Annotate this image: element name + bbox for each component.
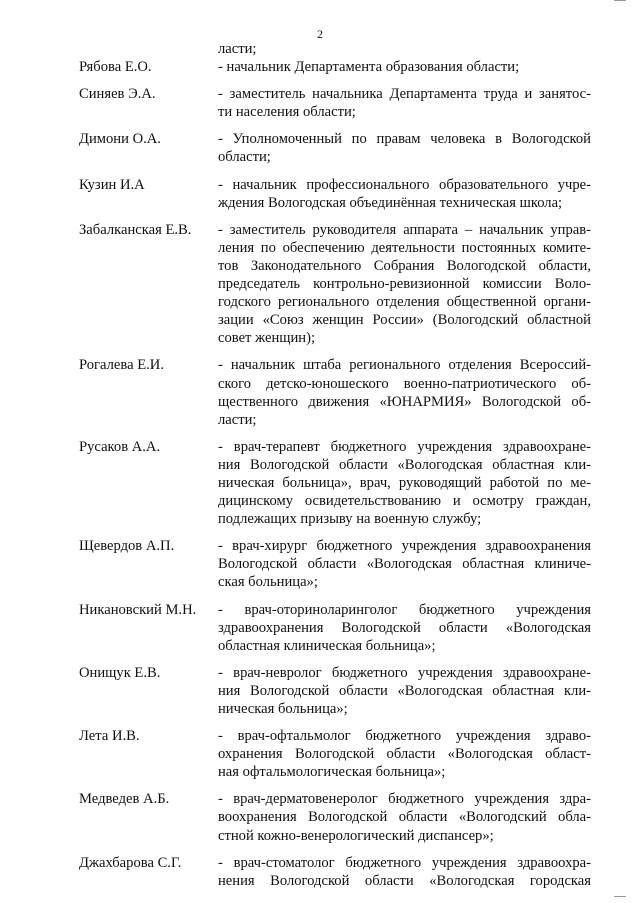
continuation-entry <box>79 40 591 58</box>
member-description <box>218 601 591 655</box>
description-line: охранения Вологодской области «Вологодская област- <box>218 746 591 763</box>
page-number: 2 <box>317 27 323 41</box>
description-line: совет женщин); <box>218 330 316 347</box>
members-container <box>79 58 591 890</box>
member-name: Лета И.В. <box>79 728 140 745</box>
member-name: Медведев А.Б. <box>79 791 170 808</box>
description-line: ская больница»; <box>218 574 318 591</box>
commission-member-list <box>79 40 591 899</box>
member-description <box>218 176 591 212</box>
description-line: дицинскому освидетельствованию и осмотру граждан, <box>218 493 591 510</box>
description-line: председатель контрольно-ревизионной комиссии Воло- <box>218 276 591 293</box>
description-line: здравоохранения Вологодской области «Вологодская <box>218 619 591 636</box>
member-description <box>218 40 591 58</box>
description-line: щественного движения «ЮНАРМИЯ» Вологодской об- <box>218 393 591 410</box>
description-line: ническая больница», врач, руководящий работой по ме- <box>218 474 591 491</box>
description-line: - врач-стоматолог бюджетного учреждения здравоохра- <box>218 854 591 871</box>
member-name: Джахбарова С.Г. <box>79 854 182 871</box>
description-line: - врач-офтальмолог бюджетного учреждения здраво- <box>218 728 591 745</box>
description-line: ласти; <box>218 41 257 57</box>
description-line: - врач-оториноларинголог бюджетного учреждения <box>218 601 591 618</box>
description-line: - врач-дерматовенеролог бюджетного учреждения здра- <box>218 791 591 808</box>
description-line: - Уполномоченный по правам человека в Вологодской <box>218 131 591 148</box>
description-line: годского регионального отделения общественной органи- <box>218 294 591 311</box>
member-entry <box>79 356 591 428</box>
member-entry <box>79 664 591 718</box>
description-line: Вологодской области «Вологодская областная клиниче- <box>218 556 591 573</box>
member-name: Щевердов А.П. <box>79 538 175 555</box>
description-line: - врач-терапевт бюджетного учреждения здравоохране- <box>218 438 591 455</box>
description-line: - заместитель начальника Департамента труда и занятос- <box>218 86 591 103</box>
description-line: стной кожно-венерологический диспансер»; <box>218 827 494 844</box>
description-line: ласти; <box>218 411 257 428</box>
description-line: - начальник Департамента образования области; <box>218 59 520 76</box>
member-description <box>218 356 591 428</box>
member-entry <box>79 854 591 890</box>
member-name: Русаков А.А. <box>79 438 161 455</box>
scan-corner-mark-top <box>614 0 626 3</box>
member-entry <box>79 727 591 781</box>
member-entry <box>79 790 591 844</box>
description-line: области; <box>218 149 271 166</box>
member-name: Рябова Е.О. <box>79 59 152 76</box>
description-line: - врач-невролог бюджетного учреждения здравоохране- <box>218 664 591 681</box>
member-description <box>218 664 591 718</box>
description-line: зации «Союз женщин России» (Вологодский областной <box>218 312 591 329</box>
member-entry <box>79 58 591 76</box>
description-line: тов Законодательного Собрания Вологодской области, <box>218 257 591 274</box>
member-entry <box>79 438 591 528</box>
description-line: - врач-хирург бюджетного учреждения здравоохранения <box>218 538 591 555</box>
member-entry <box>79 601 591 655</box>
member-entry <box>79 85 591 121</box>
member-name: Никановский М.Н. <box>79 601 197 618</box>
member-description <box>218 790 591 844</box>
member-description <box>218 130 591 166</box>
member-name: Кузин И.А <box>79 176 145 193</box>
description-line: ния Вологодской области «Вологодская областная кли- <box>218 682 591 699</box>
member-entry <box>79 176 591 212</box>
member-description <box>218 854 591 890</box>
description-line: ническая больница»; <box>218 701 348 717</box>
member-description <box>218 221 591 348</box>
member-description <box>218 438 591 528</box>
member-entry <box>79 221 591 348</box>
description-line: ского детско-юношеского военно-патриотического об- <box>218 375 591 392</box>
member-entry <box>79 537 591 591</box>
member-name: Забалканская Е.В. <box>79 221 192 238</box>
description-line: ждения Вологодская объединённая техническая школа; <box>218 194 563 211</box>
description-line: - начальник профессионального образовательного учре- <box>218 176 591 193</box>
description-line: ная офтальмологическая больница»; <box>218 764 446 781</box>
member-name: Онищук Е.В. <box>79 664 161 681</box>
member-description <box>218 727 591 781</box>
description-line: воохранения Вологодской области «Вологодский обла- <box>218 809 591 826</box>
member-description <box>218 537 591 591</box>
description-line: ления по обеспечению деятельности постоянных комите- <box>218 239 591 256</box>
description-line: ния Вологодской области «Вологодская областная кли- <box>218 456 591 473</box>
description-line: подлежащих призыву на военную службу; <box>218 511 482 528</box>
description-line: областная клиническая больница»; <box>218 637 436 654</box>
member-entry <box>79 130 591 166</box>
description-line: нения Вологодской области «Вологодская городская <box>218 872 591 889</box>
description-line: - заместитель руководителя аппарата – начальник управ- <box>218 221 591 238</box>
member-name: Рогалева Е.И. <box>79 357 164 374</box>
member-name-empty <box>79 40 218 58</box>
description-line: ти населения области; <box>218 104 356 121</box>
scan-corner-mark-bottom <box>614 896 626 899</box>
member-description <box>218 58 591 76</box>
member-description <box>218 85 591 121</box>
description-line: - начальник штаба регионального отделения Всероссий- <box>218 357 591 374</box>
member-name: Синяев Э.А. <box>79 86 156 103</box>
member-name: Димони О.А. <box>79 131 161 148</box>
